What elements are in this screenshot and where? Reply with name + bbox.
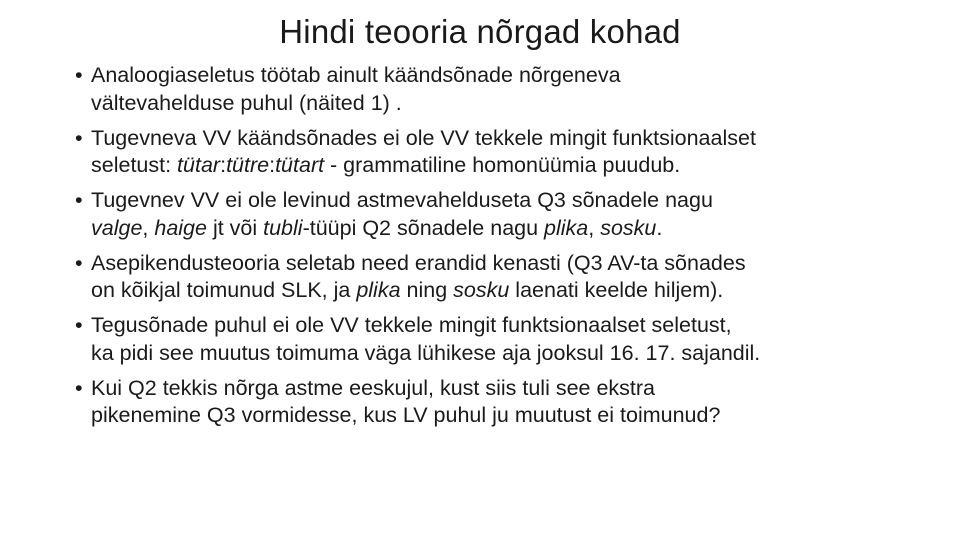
text-segment: Asepikendusteooria seletab need erandid kenasti (Q3 AV-ta sõnades bbox=[91, 250, 746, 275]
text-segment: laenati keelde hiljem). bbox=[509, 278, 724, 302]
bullet-line bbox=[91, 375, 902, 403]
italic-word: tütar bbox=[177, 153, 221, 177]
text-segment: Tugevneva VV käändsõnades ei ole VV tekkele mingit funktsionaalset bbox=[91, 125, 756, 150]
bullet-item bbox=[72, 187, 902, 242]
bullet-line bbox=[91, 62, 902, 90]
italic-word: sosku bbox=[453, 278, 510, 302]
italic-word: valge bbox=[91, 215, 143, 240]
bullet-item bbox=[72, 375, 902, 430]
bullet-marker: • bbox=[75, 250, 83, 275]
text-segment: , bbox=[142, 215, 155, 240]
bullet-marker: • bbox=[75, 313, 83, 337]
text-segment: , bbox=[588, 215, 601, 240]
bullet-line bbox=[91, 340, 902, 368]
bullet-item bbox=[72, 62, 902, 117]
text-segment: vältevahelduse puhul (näited 1) . bbox=[91, 90, 402, 115]
text-segment: -tüüpi Q2 sõnadele nagu bbox=[302, 215, 545, 240]
bullet-marker: • bbox=[75, 375, 83, 400]
italic-word: tütart bbox=[275, 153, 325, 177]
bullet-marker: • bbox=[75, 125, 83, 150]
text-segment: . bbox=[656, 215, 663, 240]
bullet-list bbox=[72, 62, 902, 437]
text-segment: Tegusõnade puhul ei ole VV tekkele mingit funktsionaalset seletust, bbox=[91, 313, 732, 337]
italic-word: sosku bbox=[600, 215, 657, 240]
bullet-line bbox=[91, 402, 902, 430]
bullet-line bbox=[91, 90, 902, 118]
slide-title: Hindi teooria nõrgad kohad bbox=[279, 13, 681, 50]
text-segment: ning bbox=[400, 278, 454, 302]
text-segment: seletust: bbox=[91, 153, 178, 177]
text-segment: Tugevnev VV ei ole levinud astmevahelduseta Q3 sõnadele nagu bbox=[91, 188, 713, 212]
text-segment: on kõikjal toimunud SLK, ja bbox=[91, 278, 357, 302]
italic-word: haige bbox=[154, 215, 207, 240]
italic-word: plika bbox=[544, 215, 589, 240]
bullet-line bbox=[91, 312, 902, 340]
text-segment: jt või bbox=[206, 215, 264, 240]
bullet-item bbox=[72, 125, 902, 180]
bullet-line bbox=[91, 152, 902, 180]
bullet-marker: • bbox=[75, 63, 83, 87]
text-segment: Analoogiaseletus töötab ainult käändsõnade nõrgeneva bbox=[91, 63, 621, 87]
bullet-item bbox=[72, 312, 902, 367]
bullet-line bbox=[91, 215, 902, 243]
text-segment: - grammatiline homonüümia puudub. bbox=[324, 153, 681, 177]
bullet-line bbox=[91, 125, 902, 153]
bullet-line bbox=[91, 250, 902, 278]
bullet-line bbox=[91, 187, 902, 215]
text-segment: : bbox=[220, 153, 227, 177]
text-segment: : bbox=[269, 153, 276, 177]
text-segment: pikenemine Q3 vormidesse, kus LV puhul ju muutust ei toimunud? bbox=[91, 403, 721, 427]
bullet-line bbox=[91, 277, 902, 305]
bullet-marker: • bbox=[75, 188, 83, 212]
text-segment: ka pidi see muutus toimuma väga lühikese aja jooksul 16. 17. sajandil. bbox=[91, 340, 761, 365]
italic-word: plika bbox=[356, 278, 401, 302]
text-segment: Kui Q2 tekkis nõrga astme eeskujul, kust siis tuli see ekstra bbox=[91, 375, 656, 400]
bullet-item bbox=[72, 250, 902, 305]
italic-word: tubli bbox=[263, 215, 303, 240]
italic-word: tütre bbox=[226, 153, 270, 177]
